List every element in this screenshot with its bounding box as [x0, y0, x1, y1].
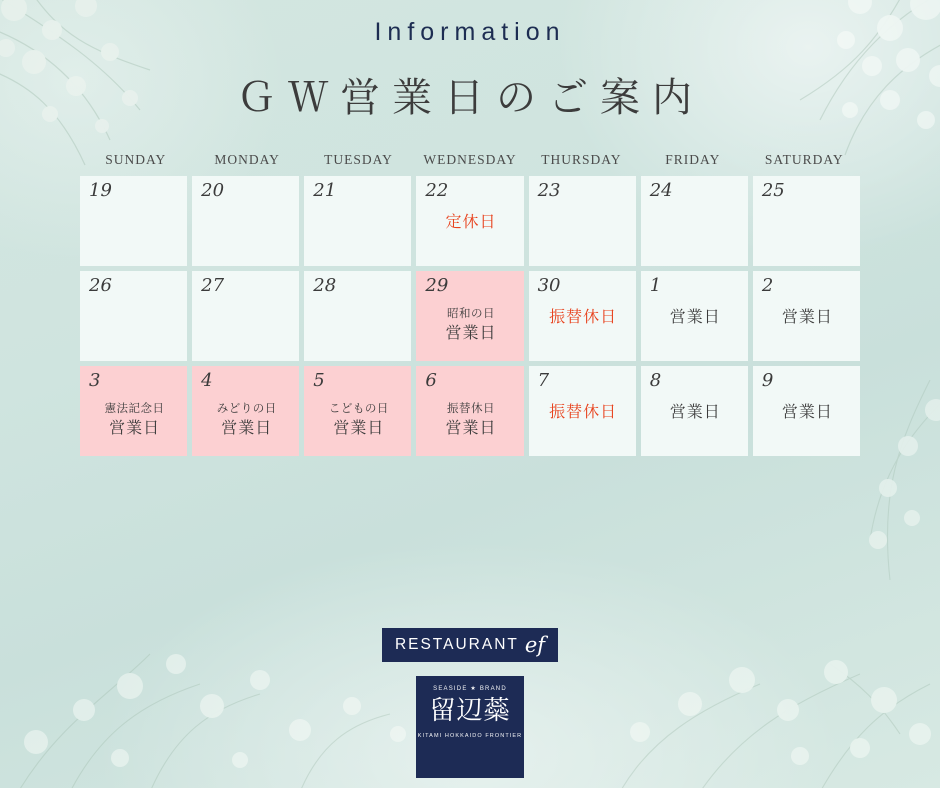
calendar-cell — [416, 176, 523, 266]
weekday-header-monday: MONDAY — [214, 152, 280, 167]
page-title: ＧＷ営業日のご案内 — [236, 75, 704, 121]
day-number: 7 — [537, 370, 550, 391]
weekday-header-thursday: THURSDAY — [541, 152, 622, 167]
calendar-cell — [304, 271, 411, 361]
page-eyebrow: Information — [374, 18, 566, 46]
day-status: 営業日 — [109, 419, 161, 437]
calendar-week-row — [80, 176, 860, 266]
calendar — [80, 152, 860, 461]
calendar-cell — [529, 366, 636, 456]
day-status: 営業日 — [445, 324, 497, 342]
day-note: みどりの日 — [216, 403, 277, 415]
day-number: 3 — [89, 370, 101, 391]
day-number: 25 — [761, 180, 785, 201]
restaurant-ef-logo — [382, 628, 558, 662]
brand-logo-kanji: 留辺蘂 — [429, 696, 511, 726]
calendar-cell — [304, 366, 411, 456]
calendar-cell — [641, 271, 748, 361]
day-number: 27 — [201, 275, 225, 296]
brand-logo-arc-bottom: KITAMI HOKKAIDO FRONTIER — [417, 733, 523, 740]
calendar-cell — [80, 366, 187, 456]
calendar-cell — [529, 271, 636, 361]
day-number: 9 — [761, 370, 774, 391]
day-note: こどもの日 — [328, 403, 389, 415]
weekday-header-row — [80, 152, 860, 168]
weekday-header-wednesday: WEDNESDAY — [423, 152, 517, 167]
day-status: 営業日 — [221, 419, 273, 437]
day-number: 8 — [649, 370, 662, 391]
brand-square-logo — [416, 676, 524, 778]
day-status: 営業日 — [781, 404, 833, 421]
day-note: 憲法記念日 — [104, 403, 165, 415]
calendar-cell — [416, 271, 523, 361]
day-status: 振替休日 — [549, 404, 618, 421]
calendar-cell — [192, 366, 299, 456]
calendar-cell — [192, 271, 299, 361]
calendar-cell — [304, 176, 411, 266]
calendar-cell — [753, 366, 860, 456]
weekday-header-sunday: SUNDAY — [105, 152, 167, 167]
day-number: 29 — [425, 275, 449, 296]
calendar-cell — [416, 366, 523, 456]
day-number: 6 — [425, 370, 437, 391]
day-number: 5 — [313, 370, 325, 391]
weekday-header-friday: FRIDAY — [665, 152, 721, 167]
calendar-cell — [80, 271, 187, 361]
day-number: 28 — [313, 275, 337, 296]
day-status: 営業日 — [445, 419, 497, 437]
calendar-cell — [192, 176, 299, 266]
day-number: 19 — [89, 180, 112, 201]
brand-logo-arc-top: SEASIDE ★ BRAND — [433, 686, 507, 692]
calendar-cell — [529, 176, 636, 266]
day-status: 定休日 — [445, 214, 497, 231]
day-number: 30 — [537, 275, 561, 296]
weekday-header-tuesday: TUESDAY — [324, 152, 393, 167]
calendar-cell — [641, 176, 748, 266]
day-note: 振替休日 — [446, 403, 495, 415]
day-note: 昭和の日 — [446, 308, 495, 320]
weekday-header-saturday: SATURDAY — [764, 152, 844, 167]
day-status: 営業日 — [781, 309, 833, 326]
day-status: 営業日 — [669, 309, 721, 326]
calendar-week-row — [80, 271, 860, 361]
day-number: 26 — [89, 275, 112, 296]
calendar-cell — [80, 176, 187, 266]
day-status: 営業日 — [333, 419, 385, 437]
day-status: 営業日 — [669, 404, 721, 421]
calendar-cell — [753, 176, 860, 266]
day-number: 24 — [649, 180, 673, 201]
calendar-cell — [641, 366, 748, 456]
day-number: 20 — [201, 180, 225, 201]
restaurant-logo-mark: ef — [524, 632, 546, 657]
day-number: 1 — [649, 275, 662, 296]
day-number: 22 — [425, 180, 449, 201]
day-number: 2 — [761, 275, 774, 296]
day-number: 4 — [201, 370, 213, 391]
restaurant-logo-word: RESTAURANT — [394, 636, 519, 653]
day-number: 23 — [537, 180, 561, 201]
calendar-week-row — [80, 366, 860, 456]
calendar-cell — [753, 271, 860, 361]
day-number: 21 — [313, 180, 337, 201]
day-status: 振替休日 — [549, 309, 618, 326]
